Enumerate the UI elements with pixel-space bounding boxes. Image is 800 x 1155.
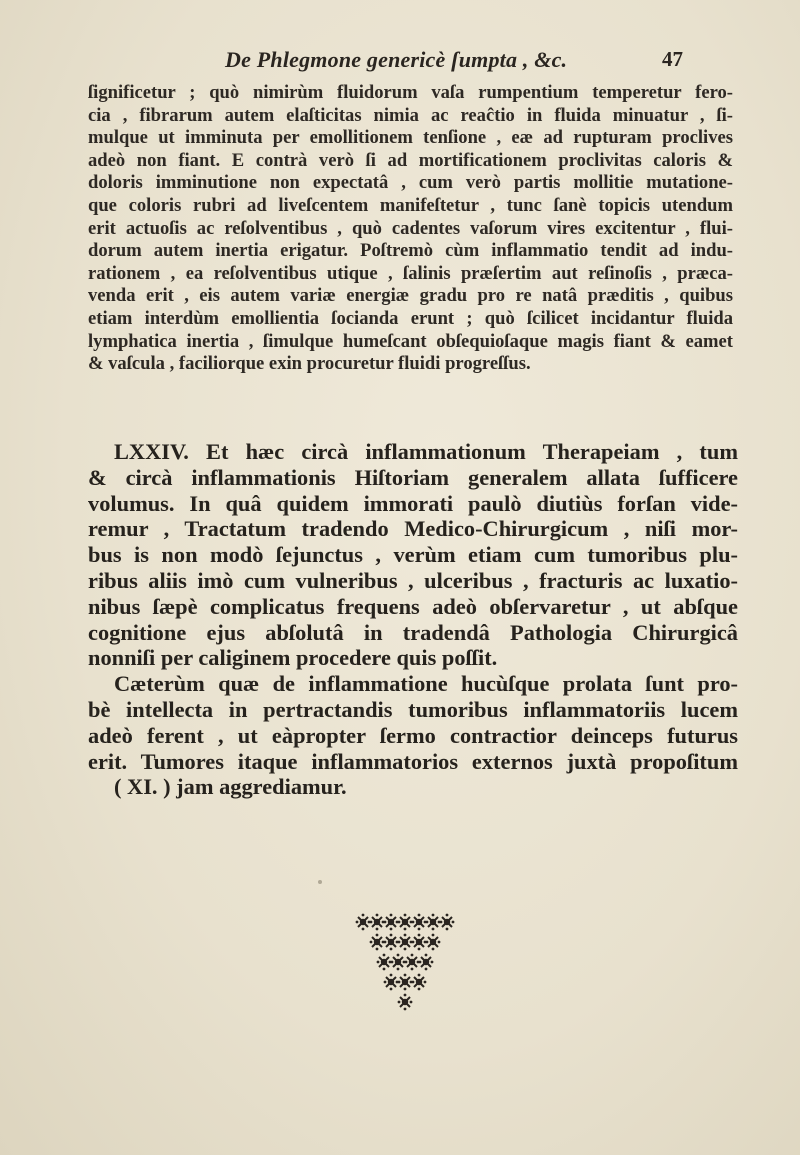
ornament-fleuron xyxy=(426,934,441,951)
text-line: adeò non fiant. E contrà verò ſi ad mortificationem proclivitas caloris & xyxy=(88,149,733,171)
section-lxxiv xyxy=(88,439,738,800)
text-line: cognitione ejus abſolutâ in tradendâ Pathologia Chirurgicâ xyxy=(88,619,738,645)
ornament-fleuron xyxy=(391,954,406,971)
running-title: De Phlegmone genericè ſumpta , &c. xyxy=(225,47,568,72)
text-line: erit actuoſis ac reſolventibus , quò cadentes vaſorum vires excitentur , flui- xyxy=(88,217,733,239)
text-line: adeò ferent , ut eàpropter ſermo contractior deinceps futurus xyxy=(88,722,738,748)
ornament-fleuron xyxy=(384,974,399,991)
ornament-fleuron xyxy=(426,914,441,931)
ornament-fleuron xyxy=(398,914,413,931)
ornament-fleuron xyxy=(384,914,399,931)
ornament-fleuron xyxy=(398,934,413,951)
section-heading-line: LXXIV. Et hæc circà inflammationum Therapeiam , tum xyxy=(114,439,738,464)
page-number: 47 xyxy=(662,47,683,71)
text-line: bè intellecta in pertractandis tumoribus inflammatoriis lucem xyxy=(88,696,738,722)
text-line: lymphatica inertia , ſimulque humeſcant obſequioſaque magis fiant & eamet xyxy=(88,330,733,352)
ink-speck xyxy=(318,880,322,884)
text-line: dorum autem inertia erigatur. Poſtremò cùm inflammatio tendit ad indu- xyxy=(88,240,733,262)
ornament-fleuron xyxy=(356,914,371,931)
text-line: remur , Tractatum tradendo Medico-Chirurgicum , niſi mor- xyxy=(88,516,738,542)
text-line: erit. Tumores itaque inflammatorios externos juxtà propoſitum xyxy=(88,748,738,774)
text-line: etiam interdùm emollientia ſocianda erunt ; quò ſcilicet incidantur fluida xyxy=(88,307,733,329)
text-line: & vaſcula , faciliorque exin procuretur fluidi progreſſus. xyxy=(88,353,531,375)
ornament-fleuron xyxy=(377,954,392,971)
ornament-fleuron xyxy=(384,934,399,951)
text-line: venda erit , eis autem variæ energiæ gradu pro re natâ præditis , quibus xyxy=(88,285,733,307)
text-line: nonniſi per caliginem procedere quis poſſit. xyxy=(88,645,498,671)
text-line: cia , fibrarum autem elaſticitas nimia ac reaĉtio in fluida minuatur , ſi- xyxy=(88,104,733,126)
ornament-fleuron xyxy=(412,914,427,931)
tailpiece-ornament xyxy=(353,912,457,1017)
ornament-fleuron xyxy=(412,974,427,991)
text-line: volumus. In quâ quidem immorati paulò diutiùs forſan vide- xyxy=(88,490,738,516)
paragraph-continued xyxy=(88,82,733,376)
text-line: rationem , ea reſolventibus utique , ſalinis præſertim aut reſinoſis , præca- xyxy=(88,262,733,284)
ornament-fleuron xyxy=(440,914,455,931)
ornament-fleuron xyxy=(398,974,413,991)
ornament-fleuron xyxy=(405,954,420,971)
text-line: ( XI. ) jam aggrediamur. xyxy=(114,774,347,800)
text-line: ſignificetur ; quò nimirùm fluidorum vaſa rumpentium temperetur fero- xyxy=(88,82,733,103)
text-line: doloris imminutione non expectatâ , cum verò partis mollitie mutatione- xyxy=(88,172,733,194)
page-header xyxy=(0,47,800,77)
ornament-fleuron xyxy=(370,914,385,931)
ornament-fleuron xyxy=(419,954,434,971)
text-line: nibus ſæpè complicatus frequens adeò obſervaretur , ut abſque xyxy=(88,593,738,619)
text-line: ribus aliis imò cum vulneribus , ulceribus , fracturis ac luxatio- xyxy=(88,567,738,593)
text-line: Cæterùm quæ de inflammatione hucùſque prolata ſunt pro- xyxy=(114,671,738,697)
text-line: mulque ut imminuta per emollitionem tenſione , eæ ad rupturam proclives xyxy=(88,127,733,149)
text-line: bus is non modò ſejunctus , verùm etiam cum tumoribus plu- xyxy=(88,542,738,568)
text-line: que coloris rubri ad liveſcentem manifeſtetur , tunc ſanè topicis utendum xyxy=(88,194,733,216)
ornament-fleuron xyxy=(398,994,413,1011)
ornament-fleuron xyxy=(412,934,427,951)
text-line: & circà inflammationis Hiſtoriam generalem allata ſufficere xyxy=(88,464,738,490)
ornament-fleuron xyxy=(370,934,385,951)
